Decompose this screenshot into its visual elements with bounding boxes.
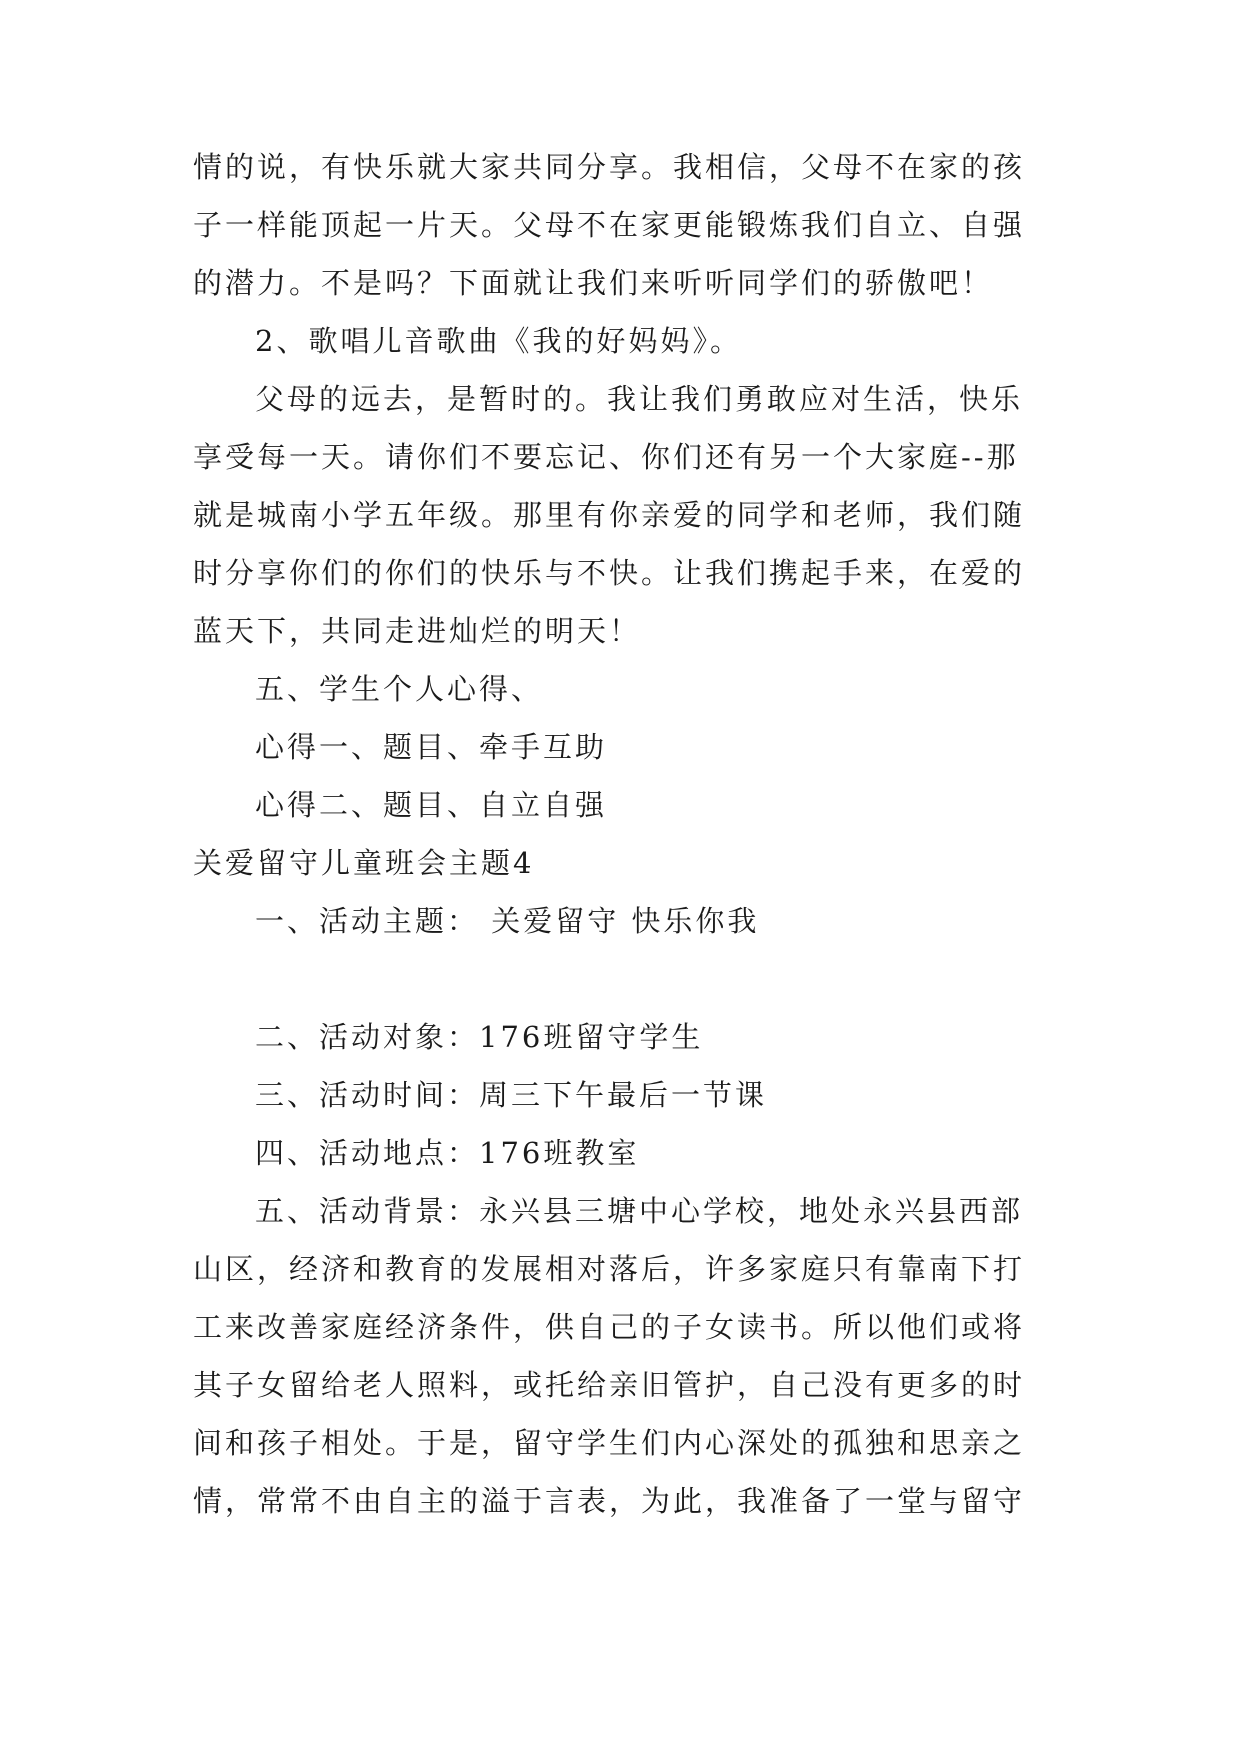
- text-line: 山区，经济和教育的发展相对落后，许多家庭只有靠南下打: [193, 1252, 1026, 1286]
- section-heading: 关爱留守儿童班会主题4: [193, 846, 535, 880]
- text-line: 四、活动地点：176班教室: [255, 1136, 640, 1170]
- text-line: 一、活动主题： 关爱留守 快乐你我: [255, 904, 760, 938]
- text-line: 子一样能顶起一片天。父母不在家更能锻炼我们自立、自强: [193, 208, 1026, 242]
- text-line: 二、活动对象：176班留守学生: [255, 1020, 704, 1054]
- text-line: 就是城南小学五年级。那里有你亲爱的同学和老师，我们随: [193, 498, 1026, 532]
- text-line: 心得二、题目、自立自强: [255, 788, 608, 822]
- text-line: 间和孩子相处。于是，留守学生们内心深处的孤独和思亲之: [193, 1426, 1026, 1460]
- text-line: 其子女留给老人照料，或托给亲旧管护，自己没有更多的时: [193, 1368, 1026, 1402]
- text-line: 情的说，有快乐就大家共同分享。我相信，父母不在家的孩: [193, 150, 1026, 184]
- text-line: 蓝天下，共同走进灿烂的明天！: [193, 614, 642, 648]
- text-line: 工来改善家庭经济条件，供自己的子女读书。所以他们或将: [193, 1310, 1026, 1344]
- text-line: 时分享你们的你们的快乐与不快。让我们携起手来，在爱的: [193, 556, 1026, 590]
- text-line: 三、活动时间：周三下午最后一节课: [255, 1078, 768, 1112]
- text-line: 父母的远去，是暂时的。我让我们勇敢应对生活，快乐: [255, 382, 1024, 416]
- text-line: 五、学生个人心得、: [255, 672, 544, 706]
- text-line: 享受每一天。请你们不要忘记、你们还有另一个大家庭--那: [193, 440, 1019, 474]
- text-line: 的潜力。不是吗？下面就让我们来听听同学们的骄傲吧！: [193, 266, 994, 300]
- text-line: 心得一、题目、牵手互助: [255, 730, 608, 764]
- text-line: 情，常常不由自主的溢于言表，为此，我准备了一堂与留守: [193, 1484, 1026, 1518]
- text-line: 五、活动背景：永兴县三塘中心学校，地处永兴县西部: [255, 1194, 1024, 1228]
- text-line: 2、歌唱儿音歌曲《我的好妈妈》。: [255, 324, 742, 358]
